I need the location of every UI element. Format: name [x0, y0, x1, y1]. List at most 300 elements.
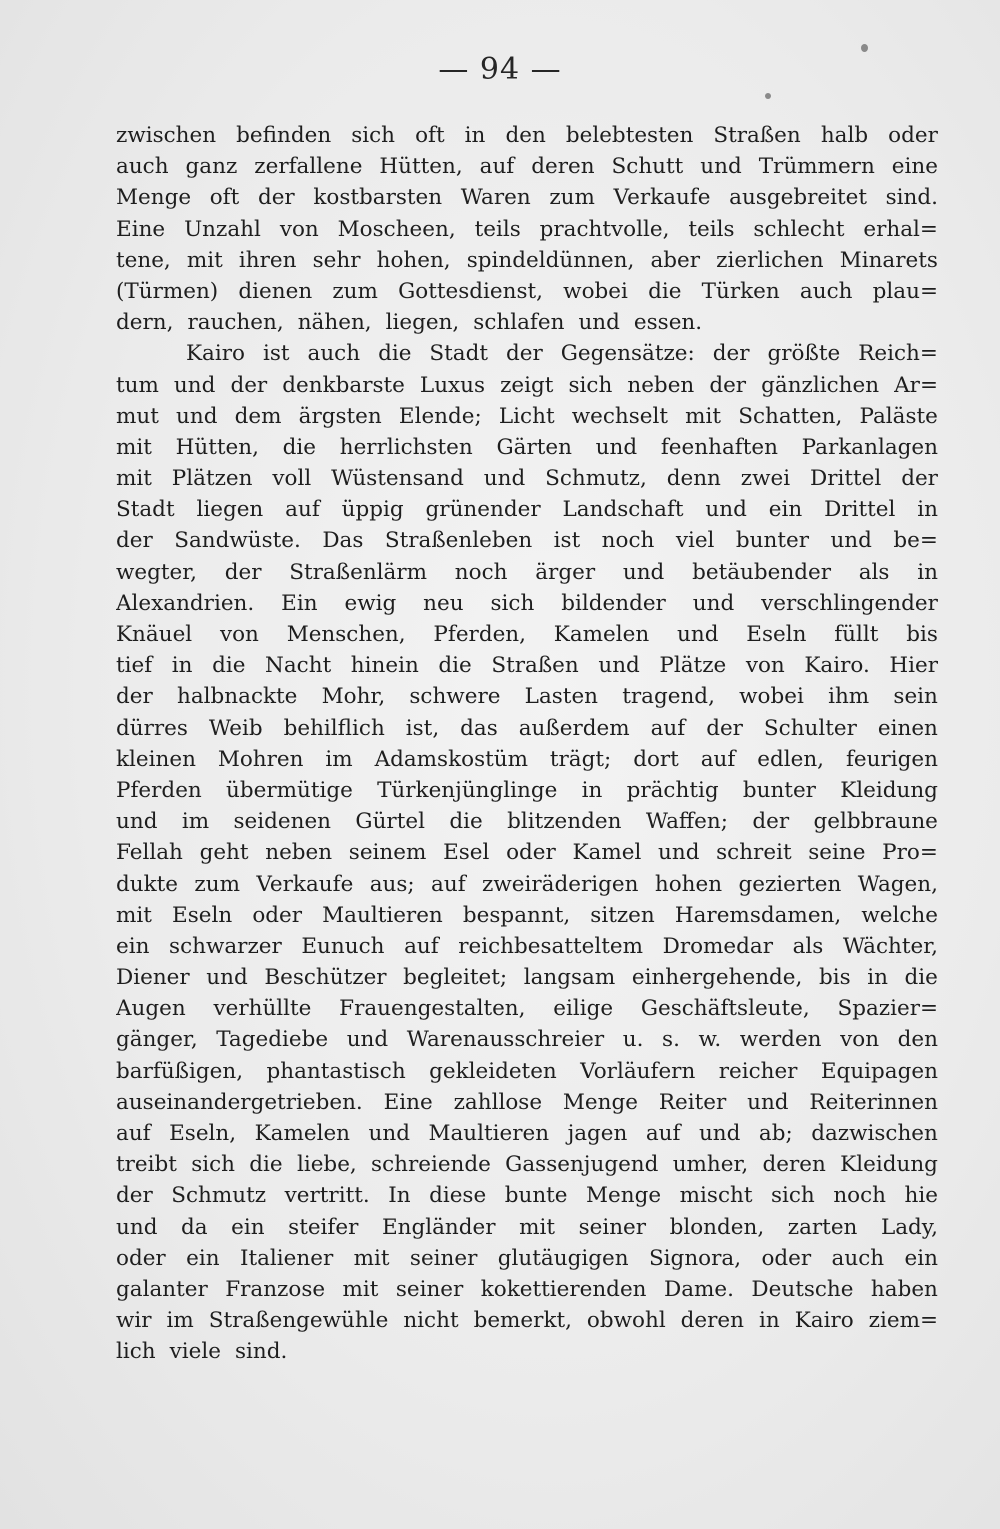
word: und: [658, 840, 700, 866]
word: sind.: [885, 185, 938, 211]
word: Kleidung: [840, 1152, 938, 1178]
word: von: [219, 622, 259, 647]
word: Moscheen,: [337, 216, 456, 242]
word: Luxus: [419, 372, 486, 398]
text-line: [116, 1243, 938, 1274]
word: blonden,: [669, 1214, 765, 1240]
word: von: [279, 216, 319, 242]
word: mit: [116, 466, 152, 492]
word: Lasten: [524, 684, 599, 710]
text-line: [116, 1274, 938, 1305]
word: Straßenleben: [384, 528, 533, 554]
word: voll: [272, 466, 312, 492]
word: und: [677, 622, 719, 647]
word: halb: [820, 123, 869, 148]
word: die: [904, 965, 938, 991]
text-line: [116, 869, 938, 900]
page-number: — 94 —: [438, 52, 562, 87]
word: Kamelen: [254, 1121, 351, 1146]
word: sich: [191, 1152, 236, 1178]
word: sich: [490, 590, 535, 616]
word: auch: [831, 1245, 885, 1271]
word: in: [171, 653, 193, 679]
word: auf: [404, 933, 439, 959]
word: s.: [662, 1027, 680, 1053]
word: Eseln: [746, 622, 807, 647]
word: Türkenjünglinge: [377, 777, 558, 803]
text-line: [116, 338, 938, 369]
word: und: [595, 434, 638, 460]
word: auf: [645, 1121, 681, 1146]
word: denkbarste: [282, 372, 405, 398]
word: ihm: [828, 684, 870, 710]
word: Alexandrien.: [116, 590, 255, 616]
word: Tagediebe: [216, 1027, 329, 1053]
word: Hier: [889, 653, 938, 679]
word: wir: [116, 1308, 152, 1334]
word: teils: [688, 216, 735, 242]
word: Eseln,: [169, 1121, 237, 1146]
word: oft: [415, 123, 445, 148]
word: ärgsten: [298, 403, 382, 429]
word: bis: [906, 622, 938, 647]
word: auch: [307, 341, 361, 367]
word: Menschen,: [286, 622, 406, 647]
ink-speck: [861, 44, 868, 52]
word: Verkaufe: [613, 185, 711, 211]
word: haben: [870, 1276, 938, 1302]
word: Nacht: [265, 653, 332, 679]
word: in: [581, 777, 603, 803]
word: diese: [429, 1183, 487, 1209]
word: mit: [353, 1245, 390, 1271]
word: blitzenden: [507, 809, 622, 835]
word: Frauengestalten,: [339, 996, 526, 1022]
word: feenhaften: [660, 434, 778, 460]
word: hinein: [350, 653, 419, 679]
word: mit: [116, 434, 152, 460]
word: ziem=: [868, 1308, 938, 1334]
word: und: [116, 1214, 158, 1240]
word: seine: [808, 840, 866, 866]
word: Menge: [562, 1089, 638, 1115]
word: betäubender: [692, 559, 831, 585]
word: auf: [650, 715, 686, 741]
word: Gürtel: [355, 809, 425, 835]
text-line: [116, 900, 938, 931]
word: eine: [891, 154, 938, 180]
word: vertritt.: [284, 1183, 370, 1209]
word: tum: [116, 372, 159, 398]
word: gezierten: [738, 871, 842, 897]
word: befinden: [236, 123, 332, 148]
word: Vorläufern: [580, 1058, 696, 1084]
word: Trümmern: [758, 154, 875, 180]
text-line: [116, 744, 938, 775]
word: die: [438, 653, 472, 679]
word: in: [917, 497, 938, 523]
word: Minarets: [839, 247, 938, 273]
word: treibt: [116, 1152, 177, 1178]
word: oft: [209, 185, 240, 211]
word: Gegensätze:: [560, 341, 695, 367]
word: Schmutz: [171, 1183, 267, 1209]
word: auseinandergetrieben.: [116, 1089, 363, 1115]
word: seidenen: [233, 809, 332, 835]
word: Beschützer: [264, 965, 387, 991]
word: lich: [116, 1339, 156, 1365]
word: einen: [877, 715, 938, 741]
word: schlecht: [753, 216, 845, 242]
word: nicht: [403, 1308, 459, 1334]
word: und: [578, 310, 620, 336]
word: Kairo: [186, 341, 245, 367]
text-line: [116, 307, 938, 338]
word: ein: [768, 497, 803, 523]
word: Dame.: [663, 1276, 734, 1302]
word: Kamelen: [553, 622, 650, 647]
word: dern,: [116, 310, 174, 336]
word: da: [181, 1214, 208, 1240]
word: den: [505, 123, 546, 148]
word: rauchen,: [187, 310, 284, 336]
text-line: [116, 588, 938, 619]
word: Maultieren: [322, 902, 443, 928]
word: neu: [423, 590, 464, 616]
word: viel: [675, 528, 715, 554]
word: Eseln: [172, 902, 233, 928]
word: neben: [627, 372, 695, 398]
word: Reiter: [658, 1089, 727, 1115]
text-line: [116, 276, 938, 307]
word: Landschaft: [562, 497, 684, 523]
word: und: [483, 466, 526, 492]
word: erhal=: [863, 216, 938, 242]
word: Straßengewühle: [208, 1308, 389, 1334]
word: schwere: [409, 684, 501, 710]
word: im: [166, 1308, 194, 1334]
word: Pferden: [116, 777, 202, 803]
word: seinem: [348, 840, 427, 866]
word: und: [698, 1121, 741, 1146]
word: verschlingender: [761, 590, 938, 616]
word: auf: [700, 746, 736, 772]
word: bis: [818, 965, 851, 991]
word: Drittel: [824, 497, 896, 523]
word: den: [897, 1027, 938, 1053]
word: mischt: [679, 1183, 753, 1209]
word: ein: [904, 1245, 938, 1271]
word: (Türmen): [116, 278, 219, 304]
word: und: [705, 497, 747, 523]
word: Haremsdamen,: [674, 902, 842, 928]
word: zwischen: [116, 123, 217, 148]
word: tief: [116, 653, 153, 679]
word: Fellah: [116, 840, 183, 866]
word: Schatten,: [738, 403, 843, 429]
text-line: [116, 1118, 938, 1149]
word: noch: [601, 528, 655, 554]
word: teils: [474, 216, 521, 242]
word: zwei: [740, 466, 791, 492]
word: der: [116, 528, 153, 554]
word: deren: [762, 1152, 826, 1178]
word: oder: [888, 123, 938, 148]
word: der: [116, 684, 153, 710]
word: eilige: [553, 996, 614, 1022]
word: auf: [479, 154, 515, 180]
word: bunter: [735, 528, 809, 554]
word: ab;: [758, 1121, 793, 1146]
word: und: [692, 590, 735, 616]
word: Elende;: [398, 403, 482, 429]
word: kleinen: [116, 746, 196, 772]
word: viele: [169, 1339, 221, 1365]
text-line: [116, 525, 938, 556]
word: Geschäftsleute,: [640, 996, 810, 1022]
word: der: [257, 185, 295, 211]
word: sind.: [235, 1339, 288, 1365]
word: schreiende: [371, 1152, 491, 1178]
word: zum: [549, 185, 595, 211]
word: hohen,: [376, 247, 451, 273]
word: zierlichen: [716, 247, 824, 273]
word: mit: [685, 403, 722, 429]
word: zeigt: [500, 372, 554, 398]
word: Pro=: [882, 840, 938, 866]
word: Augen: [116, 996, 186, 1022]
word: ihren: [238, 247, 297, 273]
word: und: [830, 528, 872, 554]
word: aber: [650, 247, 701, 273]
word: Mohren: [217, 746, 304, 772]
word: mit: [116, 902, 152, 928]
word: u.: [622, 1027, 644, 1053]
text-line: [116, 806, 938, 837]
word: ist: [262, 341, 290, 367]
text-line: [116, 1212, 938, 1243]
word: auf: [116, 1121, 151, 1146]
word: Kairo.: [804, 653, 870, 679]
word: wobei: [563, 278, 628, 304]
word: zahllose: [453, 1089, 543, 1115]
word: und: [622, 559, 665, 585]
word: oder: [116, 1245, 166, 1271]
word: Parkanlagen: [801, 434, 938, 460]
word: der: [712, 341, 750, 367]
word: auch: [116, 154, 169, 180]
word: Verkaufe: [256, 871, 354, 897]
word: edlen,: [757, 746, 825, 772]
word: noch: [454, 559, 508, 585]
word: phantastisch: [266, 1058, 406, 1084]
word: und: [368, 1121, 410, 1146]
text-line: [116, 401, 938, 432]
text-line: [116, 1180, 938, 1211]
word: der: [224, 559, 262, 585]
word: hohen: [654, 871, 723, 897]
word: auf: [285, 497, 320, 523]
word: Menge: [586, 1183, 662, 1209]
word: Gassenjugend: [505, 1152, 659, 1178]
text-line: [116, 432, 938, 463]
word: seiner: [578, 1214, 647, 1240]
word: trägt;: [549, 746, 612, 772]
word: noch: [833, 1183, 886, 1209]
ink-speck: [765, 93, 771, 99]
word: sein: [893, 684, 938, 710]
word: tene,: [116, 247, 171, 273]
text-line: [116, 120, 938, 151]
word: plau=: [872, 278, 938, 304]
word: Schmutz,: [545, 466, 647, 492]
word: Schutt: [611, 154, 684, 180]
word: ein: [116, 933, 150, 959]
text-line: [116, 1305, 938, 1336]
word: Equipagen: [820, 1058, 938, 1084]
word: herrlichsten: [339, 434, 473, 460]
word: In: [388, 1183, 411, 1209]
text-line: [116, 993, 938, 1024]
word: Plätze: [659, 653, 727, 679]
word: nähen,: [297, 310, 372, 336]
word: Schulter: [763, 715, 857, 741]
word: Plätzen: [171, 466, 253, 492]
word: w.: [698, 1027, 722, 1053]
word: glutäugigen: [497, 1245, 629, 1271]
text-line: [116, 681, 938, 712]
word: prächtig: [626, 777, 719, 803]
word: gänger,: [116, 1027, 198, 1053]
word: zerfallene: [254, 154, 363, 180]
word: und: [747, 1089, 789, 1115]
text-line: [116, 931, 938, 962]
word: schreit: [716, 840, 792, 866]
word: galanter: [116, 1276, 208, 1302]
word: Kamel: [572, 840, 642, 866]
word: deren: [680, 1308, 745, 1334]
word: als: [858, 559, 890, 585]
word: langsam: [523, 965, 616, 991]
word: auch: [799, 278, 853, 304]
word: reicher: [718, 1058, 798, 1084]
word: wobei: [739, 684, 804, 710]
word: kokettierenden: [480, 1276, 647, 1302]
word: Deutsche: [751, 1276, 854, 1302]
word: werden: [739, 1027, 822, 1053]
word: Franzose: [225, 1276, 326, 1302]
word: der: [706, 715, 743, 741]
word: deren: [531, 154, 595, 180]
word: üppig: [341, 497, 404, 523]
word: die: [648, 278, 682, 304]
word: und: [116, 809, 158, 835]
word: Gärten: [496, 434, 572, 460]
word: liegen,: [385, 310, 460, 336]
word: Sandwüste.: [174, 528, 301, 554]
word: ganz: [185, 154, 238, 180]
word: Esel: [443, 840, 490, 866]
word: von: [840, 1027, 880, 1053]
word: kostbarsten: [313, 185, 443, 211]
word: Engländer: [381, 1214, 496, 1240]
word: Maultieren: [428, 1121, 550, 1146]
word: die: [282, 434, 316, 460]
text-line: [116, 1056, 938, 1087]
text-line: [116, 1149, 938, 1180]
word: mit: [186, 247, 223, 273]
word: Straßen: [491, 653, 579, 679]
word: Licht: [498, 403, 555, 429]
word: übermütige: [226, 777, 353, 803]
word: sich: [568, 372, 613, 398]
text-line: [116, 1336, 938, 1367]
word: Signora,: [648, 1245, 742, 1271]
word: spindeldünnen,: [466, 247, 635, 273]
word: Reich=: [858, 341, 938, 367]
word: der: [709, 372, 747, 398]
word: zum: [332, 278, 378, 304]
word: Menge: [116, 185, 192, 211]
word: in: [867, 965, 888, 991]
text-line: [116, 494, 938, 525]
word: außerdem: [518, 715, 630, 741]
word: ist: [553, 528, 581, 554]
word: zum: [194, 871, 240, 897]
text-line: [116, 463, 938, 494]
word: Mohr,: [321, 684, 386, 710]
word: ein: [186, 1245, 220, 1271]
word: wegter,: [116, 559, 198, 585]
text-line: [116, 619, 938, 650]
word: und: [173, 372, 216, 398]
word: dukte: [116, 871, 179, 897]
word: Türken: [701, 278, 780, 304]
text-line: [116, 837, 938, 868]
word: Das: [322, 528, 364, 554]
word: sitzen: [590, 902, 655, 928]
word: und: [598, 653, 640, 679]
text-line: [116, 650, 938, 681]
word: Kleidung: [840, 777, 938, 803]
word: der: [116, 1183, 153, 1209]
text-line: [116, 1024, 938, 1055]
word: als: [792, 933, 824, 959]
word: barfüßigen,: [116, 1058, 244, 1084]
word: oder: [252, 902, 303, 928]
text-line: [116, 370, 938, 401]
word: gänzlichen: [761, 372, 880, 398]
word: jagen: [567, 1121, 628, 1146]
word: halbnackte: [176, 684, 298, 710]
word: die: [378, 341, 412, 367]
word: gekleideten: [429, 1058, 557, 1084]
word: umher,: [672, 1152, 749, 1178]
word: Lady,: [880, 1214, 938, 1240]
word: Ar=: [894, 372, 938, 398]
word: liegen: [196, 497, 264, 523]
word: sich: [770, 1183, 815, 1209]
word: liebe,: [296, 1152, 357, 1178]
word: seiner: [395, 1276, 464, 1302]
word: ausgebreitet: [729, 185, 867, 211]
word: schwarzer: [169, 933, 282, 959]
word: belebtesten: [565, 123, 694, 148]
word: seiner: [409, 1245, 478, 1271]
word: und: [700, 154, 742, 180]
word: gelbbraune: [813, 809, 938, 835]
word: grünender: [425, 497, 541, 523]
